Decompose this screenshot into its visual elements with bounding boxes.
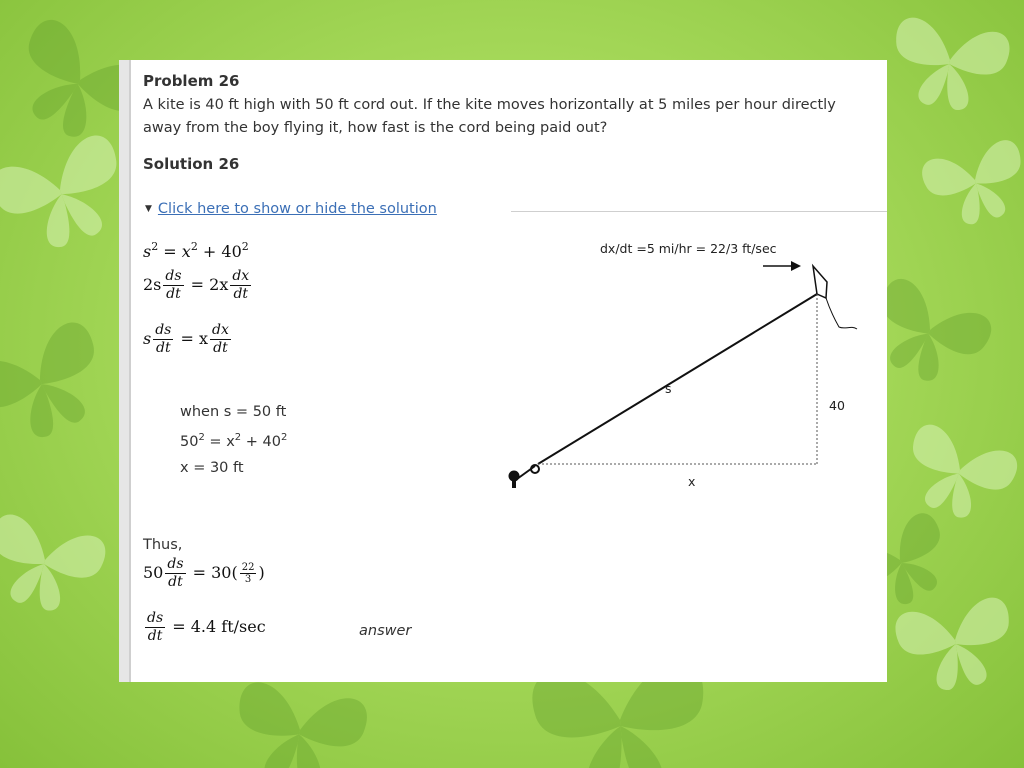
frac-num: dx	[211, 322, 229, 338]
eq2-right: = 2x	[190, 275, 229, 294]
solution-title: Solution 26	[143, 155, 240, 173]
frac-num: ds	[165, 268, 182, 284]
work-line-2	[180, 425, 287, 455]
frac-den: dt	[168, 574, 183, 590]
eq5-value: = 4.4 ft/sec	[172, 617, 266, 636]
equation-1: $s^2 = x^2 + 40^2$	[143, 240, 249, 261]
w2a: 50	[180, 434, 199, 450]
ds-dt-fraction	[163, 268, 183, 303]
boy-figure-icon	[509, 465, 539, 488]
work-steps	[180, 399, 287, 481]
work-line-3: x = 30 ft	[180, 460, 244, 476]
eq4-close: )	[258, 563, 265, 582]
eq4-right: = 30(	[192, 563, 238, 582]
exp: 2	[280, 432, 288, 443]
dx-dt-fraction	[230, 268, 251, 303]
frac-den: dt	[166, 286, 181, 302]
height-label: 40	[829, 398, 845, 413]
exp: 2	[190, 240, 198, 253]
eq1-s: s	[143, 242, 152, 261]
frac-num: ds	[167, 556, 184, 572]
eq1-x: x	[181, 242, 191, 261]
frac-den: dt	[147, 628, 163, 644]
work-line-1: when s = 50 ft	[180, 404, 287, 420]
frac-den: dt	[233, 286, 249, 302]
answer-label: answer	[359, 623, 412, 639]
kite-icon	[813, 266, 827, 298]
w2c: + 40	[241, 434, 281, 450]
frac-den: dt	[156, 340, 171, 356]
arrowhead-icon	[791, 261, 801, 271]
eq2-left: 2s	[143, 275, 162, 294]
rate-fraction	[240, 562, 257, 585]
problem-title: Problem 26	[143, 72, 240, 90]
eq4-left: 50	[143, 563, 164, 582]
ds-dt-fraction	[165, 556, 185, 591]
kite-diagram	[495, 230, 875, 490]
frac-num: dx	[232, 268, 250, 284]
rate-label: dx/dt =5 mi/hr = 22/3 ft/sec	[600, 241, 777, 256]
kite-tail	[826, 298, 857, 329]
divider	[511, 211, 887, 212]
frac-num: ds	[155, 322, 172, 338]
x-label: x	[688, 474, 696, 489]
triangle-down-icon: ▼	[145, 204, 152, 214]
dx-dt-fraction	[210, 322, 231, 357]
exp: 2	[234, 432, 242, 443]
exp: 2	[198, 432, 205, 443]
frac-num: 22	[241, 562, 255, 573]
frac-num: ds	[147, 610, 164, 626]
eq3-left: s	[143, 329, 152, 348]
cord-line	[538, 294, 817, 464]
solution-card	[119, 60, 887, 682]
equation-2	[143, 268, 253, 303]
card-edge	[119, 60, 131, 682]
w2b: = x	[204, 434, 235, 450]
s-label: s	[665, 381, 672, 396]
thus-label: Thus,	[143, 537, 183, 553]
eq1-const: 40	[221, 242, 242, 261]
toggle-solution-link[interactable]: Click here to show or hide the solution	[157, 201, 437, 217]
ds-dt-fraction	[145, 610, 165, 645]
equation-4	[143, 556, 265, 591]
exp: 2	[151, 240, 159, 253]
exp: 2	[241, 240, 249, 253]
equation-5	[143, 610, 266, 645]
frac-den: dt	[213, 340, 228, 356]
equation-3	[143, 322, 233, 357]
solution-toggle[interactable]	[145, 201, 437, 217]
eq3-mid: = x	[180, 329, 208, 348]
frac-den: 3	[244, 574, 252, 585]
problem-text: A kite is 40 ft high with 50 ft cord out. If the kite moves horizontally at 5 miles per hour directly away from the boy flying it, how fast is the cord being paid out?	[143, 97, 836, 136]
ds-dt-fraction	[153, 322, 173, 357]
